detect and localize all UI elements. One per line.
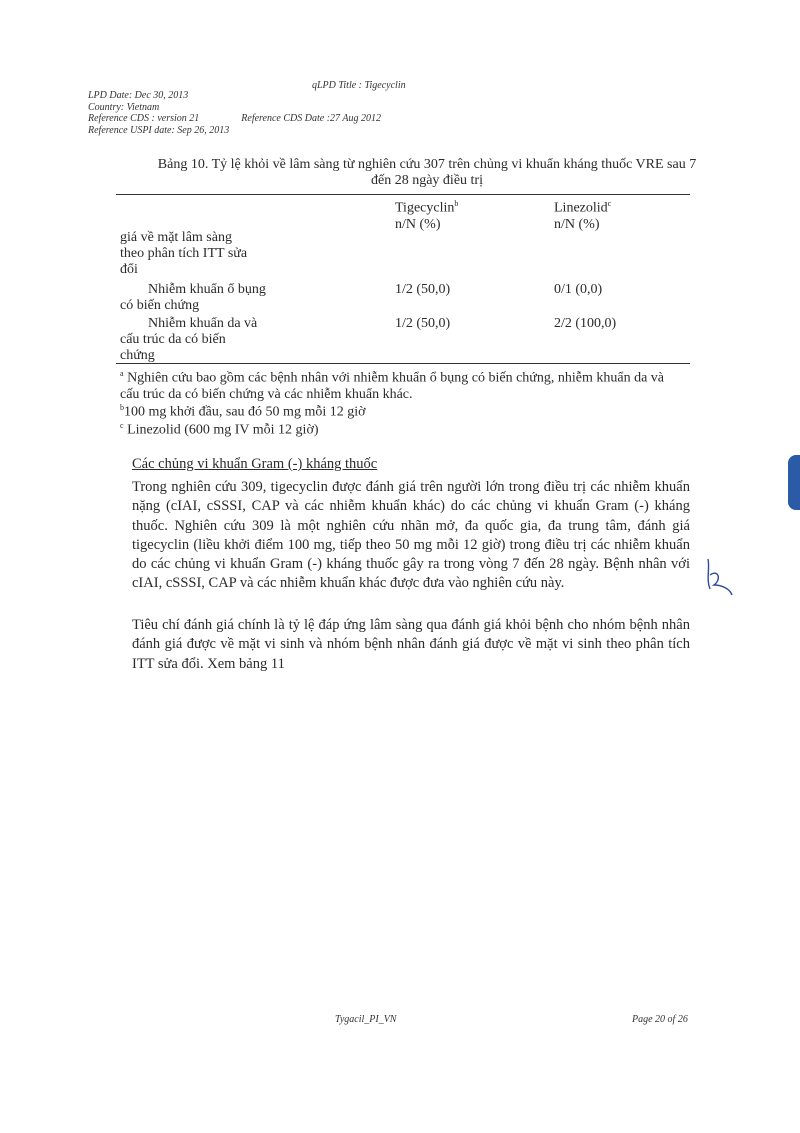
column-unit: n/N (%) [395, 216, 441, 232]
paragraph-1: Trong nghiên cứu 309, tigecyclin được đánh giá trên người lớn trong điều trị các nhiễm khuẩn nặng (cIAI, cSSSI, CAP và các nhiễm khuẩn khác) do các chủng vi khuẩn Gram (-) kháng thuốc. Nghiên cứu 309 là một nghiên cứu nhãn mở, đa quốc gia, đa trung tâm, đánh giá tigecyclin (liều khởi điểm 100 mg, tiếp theo 50 mg mỗi 12 giờ) trong điều trị các nhiễm khuẩn do các chủng vi khuẩn Gram (-) kháng thuốc gây ra trong vòng 7 đến 28 ngày. Bệnh nhân với cIAI, cSSSI, CAP và các nhiễm khuẩn khác được đưa vào nghiên cứu này. [132, 479, 690, 592]
label-line: Nhiễm khuẩn ổ bụng [148, 282, 266, 297]
table-caption [132, 157, 722, 189]
label-line: giá về mặt lâm sàng [120, 230, 232, 245]
table-caption-line2: đến 28 ngày điều trị [371, 173, 483, 188]
column-footnote-mark: b [454, 199, 459, 208]
label-line: Nhiễm khuẩn da và [148, 316, 258, 331]
column-unit: n/N (%) [554, 216, 600, 232]
paragraph-2: Tiêu chí đánh giá chính là tỷ lệ đáp ứng lâm sàng qua đánh giá khỏi bệnh cho nhóm bệnh nhân đánh giá được về mặt vi sinh và nhóm bệnh nhân đánh giá được về mặt vi sinh theo phân tích ITT sửa đổi. Xem bảng 11 [132, 617, 690, 672]
column-name: Linezolid [554, 200, 608, 216]
footnote-text: Nghiên cứu bao gồm các bệnh nhân với nhiễm khuẩn ổ bụng có biến chứng, nhiễm khuẩn da và [127, 370, 665, 386]
table-cell-linezolid: 2/2 (100,0) [554, 316, 617, 331]
label-line: theo phân tích ITT sửa [120, 246, 248, 261]
scan-stamp-edge [788, 455, 800, 510]
group-row-label [120, 230, 270, 278]
handwritten-initials [700, 555, 736, 601]
label-line: cấu trúc da có biến [120, 332, 226, 347]
column-name: Tigecyclin [395, 200, 455, 216]
footnote-mark: b [120, 403, 124, 412]
footnote-c [120, 418, 700, 439]
reference-cds: Reference CDS : version 21 [88, 113, 200, 124]
table-bottom-rule [116, 363, 690, 364]
reference-cds-date: Reference CDS Date :27 Aug 2012 [241, 113, 381, 124]
footnote-text: cấu trúc da có biến chứng và các nhiễm khuẩn khác. [120, 386, 413, 402]
table-caption-line1: Bảng 10. Tỷ lệ khỏi về lâm sàng từ nghiên cứu 307 trên chủng vi khuẩn kháng thuốc VRE sau 7 [157, 157, 697, 172]
table-cell-linezolid: 0/1 (0,0) [554, 282, 603, 297]
footnote-mark: c [120, 421, 124, 430]
column-header-tigecyclin [395, 196, 458, 233]
section-heading: Các chủng vi khuẩn Gram (-) kháng thuốc [132, 456, 378, 472]
table-cell-tigecyclin: 1/2 (50,0) [395, 282, 451, 297]
label-line: chứng [120, 348, 155, 363]
table-top-rule [116, 194, 690, 195]
lpd-date: LPD Date: Dec 30, 2013 [88, 90, 189, 101]
label-line: đổi [120, 262, 138, 277]
label-line: có biến chứng [120, 298, 200, 313]
footer-page-number: Page 20 of 26 [632, 1014, 688, 1025]
column-footnote-mark: c [607, 199, 612, 208]
footnote-text: 100 mg khởi đầu, sau đó 50 mg mỗi 12 giờ [124, 404, 366, 420]
footnote-text: Linezolid (600 mg IV mỗi 12 giờ) [127, 422, 319, 438]
footnote-mark: a [120, 369, 124, 378]
header-metadata [88, 90, 381, 136]
footer-document-name: Tygacil_PI_VN [335, 1014, 397, 1025]
column-header-linezolid [554, 196, 611, 233]
footnote-a [120, 366, 700, 403]
table-cell-tigecyclin: 1/2 (50,0) [395, 316, 451, 331]
reference-uspi: Reference USPI date: Sep 26, 2013 [88, 124, 230, 136]
table-row-label [120, 282, 278, 314]
country: Country: Vietnam [88, 101, 160, 113]
table-row-label [120, 316, 278, 364]
reference-cds-row [88, 113, 381, 125]
header-title: qLPD Title : Tigecyclin [312, 80, 406, 91]
